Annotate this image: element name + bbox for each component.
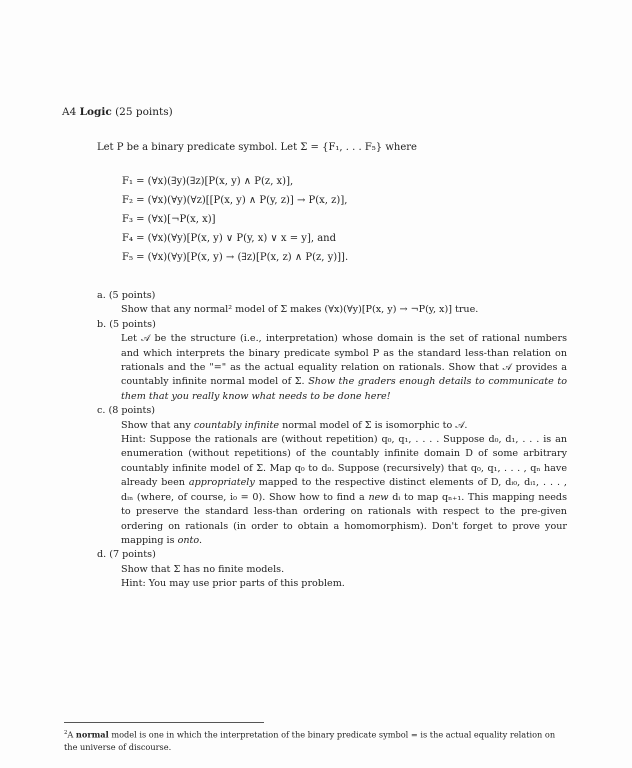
part-b-text (121, 332, 567, 404)
part-c-hint-em-3: onto. (177, 534, 203, 546)
part-c (97, 404, 567, 548)
part-d-hint: Hint: You may use prior parts of this problem. (121, 578, 345, 590)
part-c-text-em: countably infinite (193, 419, 280, 431)
footnote (64, 727, 569, 753)
formula-f5: F₅ = (∀x)(∀y)[P(x, y) → (∃z)[P(x, z) ∧ P(z, y)]]. (122, 252, 349, 263)
footnote-mark: 2 (64, 730, 68, 736)
part-c-hint (121, 433, 567, 548)
part-c-text (121, 419, 567, 433)
part-c-label: c. (8 points) (97, 405, 156, 417)
problem-intro: Let P be a binary predicate symbol. Let Σ = {F₁, . . . F₅} where (97, 142, 417, 153)
part-d (97, 548, 567, 591)
formula-f1: F₁ = (∀x)(∃y)(∃z)[P(x, y) ∧ P(z, x)], (122, 176, 294, 187)
part-c-hint-2: mapped to the respective distinct elements of D, dᵢ₀, dᵢ₁, . . . , dᵢₙ (where, of course, i₀ = 0). Show how to find a (121, 477, 567, 503)
footnote-pre: A (67, 729, 74, 740)
part-c-hint-em-1: appropriately (188, 477, 255, 489)
problem-points: (25 points) (115, 106, 173, 118)
problem-title: Logic (79, 106, 112, 118)
problem-number: A4 (62, 106, 77, 118)
formula-list (122, 172, 348, 267)
part-a-label: a. (5 points) (97, 290, 156, 301)
part-c-text-pre: Show that any (121, 419, 191, 431)
formula-f3: F₃ = (∀x)[¬P(x, x)] (122, 214, 216, 225)
part-c-text-post: normal model of Σ is isomorphic to 𝒜. (282, 419, 468, 431)
part-a (97, 289, 567, 318)
part-b-label: b. (5 points) (97, 318, 156, 330)
formula-f4: F₄ = (∀x)(∀y)[P(x, y) ∨ P(y, x) ∨ x = y], and (122, 233, 337, 244)
part-c-hint-1: Hint: Suppose the rationals are (without repetition) q₀, q₁, . . . . Suppose d₀, d₁, . . . is an enumeration (without repetitions) of the countably infinite domain D of some arbitrary countably infinite model of Σ. Map q₀ to d₀. Suppose (recursively) that q₀, q₁, . . . , qₙ have already been (121, 434, 567, 489)
formula-f2: F₂ = (∀x)(∀y)(∀z)[[P(x, y) ∧ P(y, z)] → P(x, z)], (122, 195, 348, 206)
problem-heading (62, 106, 173, 118)
part-d-text: Show that Σ has no finite models. (121, 563, 285, 575)
part-b-main: Let 𝒜 be the structure (i.e., interpretation) whose domain is the set of rational numbers and which interprets the binary predicate symbol P as the standard less-than relation on rationals and the "=" as the actual equality relation on rationals. Show that 𝒜 provides a countably infinite normal model of Σ. (121, 333, 567, 388)
footnote-post: model is one in which the interpretation of the binary predicate symbol = is the actual equality relation on the universe of discourse. (64, 729, 556, 752)
part-c-hint-3: dᵢ to map qₙ₊₁. This mapping needs to preserve the standard less-than ordering on rationals with respect to the pre-given ordering on rationals (in order to obtain a homomorphism). Don't forget to prove your mapping is (121, 491, 567, 546)
part-a-text: Show that any normal² model of Σ makes (∀x)(∀y)[P(x, y) → ¬P(y, x)] true. (121, 304, 479, 316)
part-c-hint-em-2: new (368, 491, 389, 503)
problem-parts (97, 289, 567, 592)
part-d-label: d. (7 points) (97, 549, 156, 561)
part-b-emphasis: Show the graders enough details to communicate to them that you really know what needs to be done here! (121, 376, 567, 402)
part-b (97, 318, 567, 404)
footnote-divider (64, 722, 264, 723)
footnote-bold: normal (75, 729, 109, 740)
